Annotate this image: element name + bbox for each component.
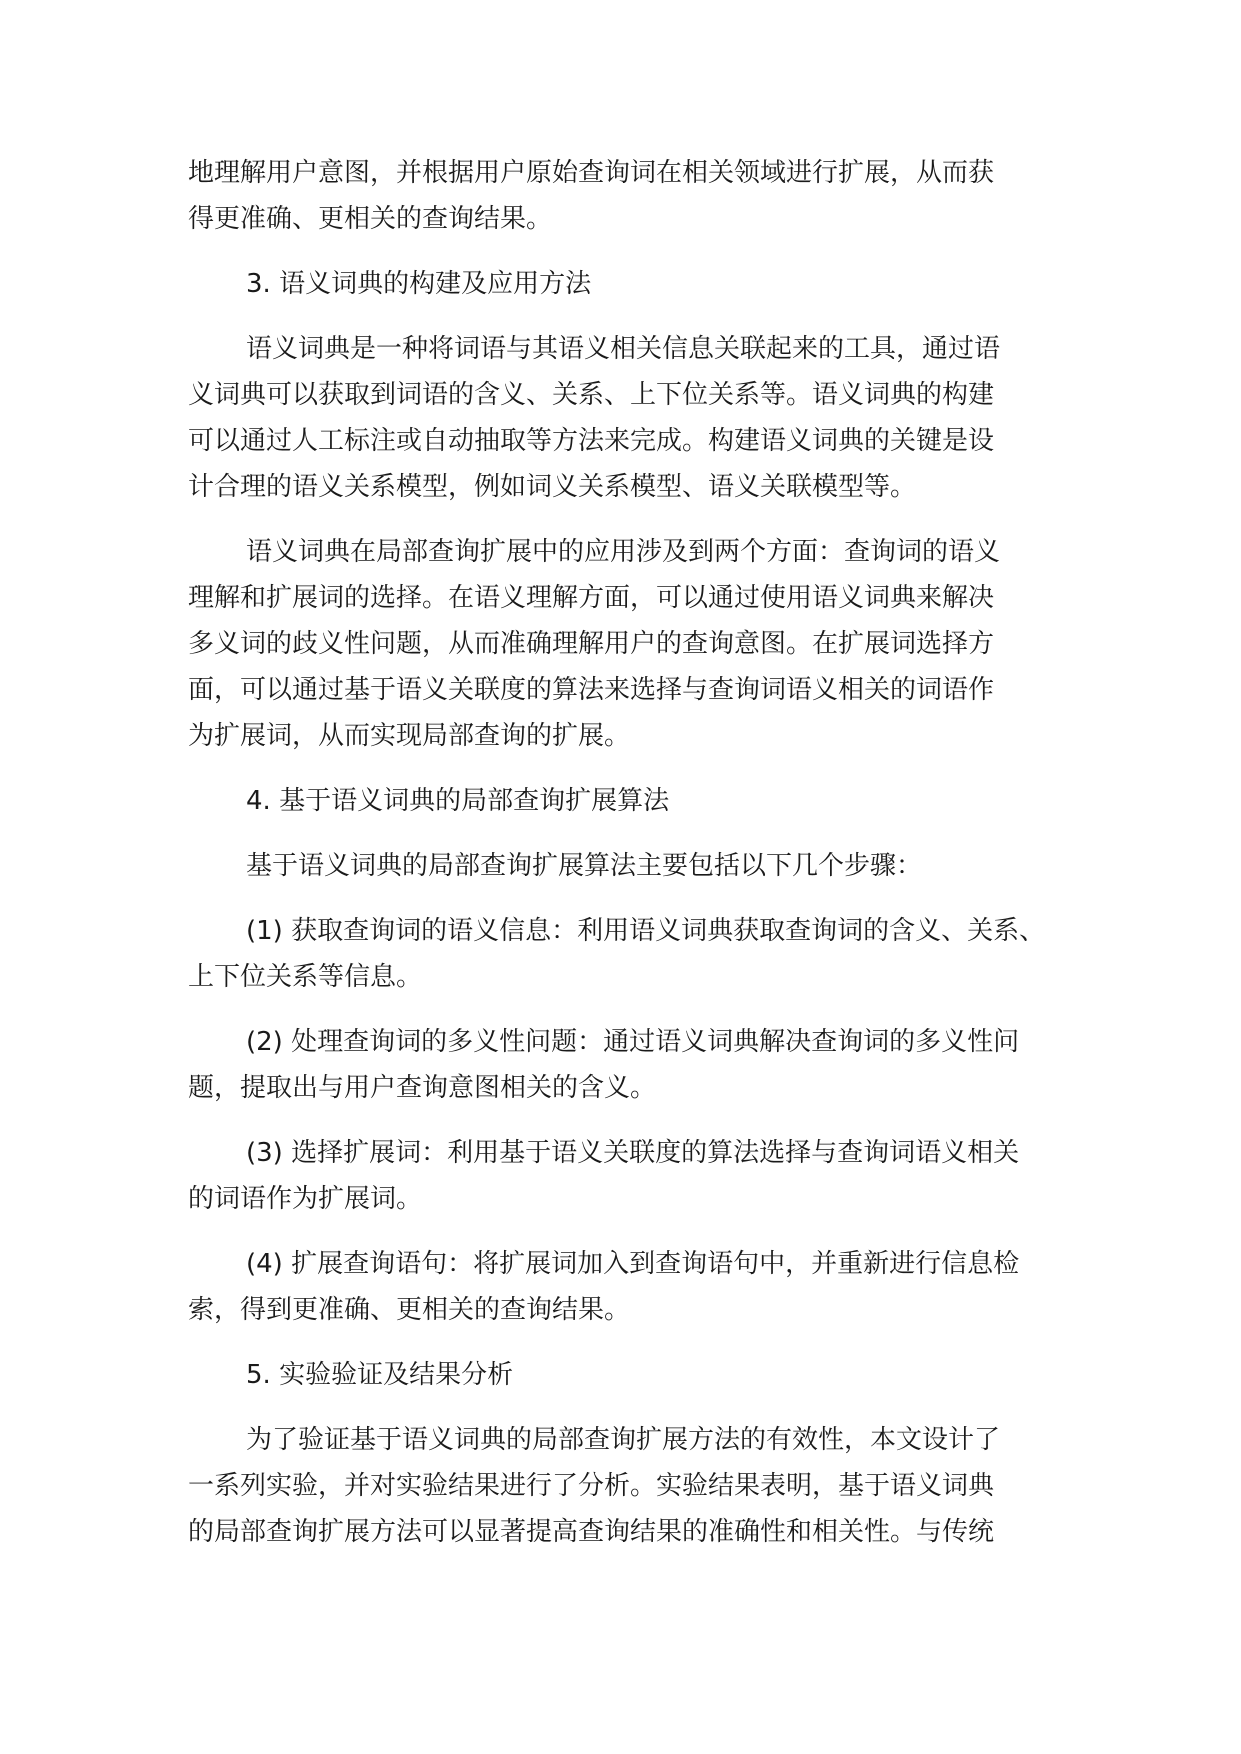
text-line: 上下位关系等信息。 — [188, 962, 423, 992]
list-item-step-4 — [188, 1241, 1068, 1333]
text-line: 得更准确、更相关的查询结果。 — [188, 204, 553, 234]
text-line: 面，可以通过基于语义关联度的算法来选择与查询词语义相关的词语作 — [188, 675, 995, 705]
text-line: (4) 扩展查询语句：将扩展词加入到查询语句中，并重新进行信息检 — [246, 1249, 1020, 1279]
text-line: 为了验证基于语义词典的局部查询扩展方法的有效性，本文设计了 — [246, 1425, 1001, 1455]
document-page — [188, 150, 1068, 1555]
paragraph — [188, 529, 1068, 759]
list-item-step-3 — [188, 1130, 1068, 1222]
paragraph-continued — [188, 150, 1068, 242]
text-line: 为扩展词，从而实现局部查询的扩展。 — [188, 721, 631, 751]
text-line: (3) 选择扩展词：利用基于语义关联度的算法选择与查询词语义相关 — [246, 1138, 1020, 1168]
paragraph — [188, 1417, 1068, 1555]
paragraph — [188, 843, 1068, 889]
section-heading-4 — [188, 778, 1068, 824]
text-line: 地理解用户意图，并根据用户原始查询词在相关领域进行扩展，从而获 — [188, 158, 995, 188]
list-item-step-2 — [188, 1019, 1068, 1111]
section-heading-5 — [188, 1352, 1068, 1398]
text-line: 语义词典是一种将词语与其语义相关信息关联起来的工具，通过语 — [246, 334, 1001, 364]
text-line: 理解和扩展词的选择。在语义理解方面，可以通过使用语义词典来解决 — [188, 583, 995, 613]
list-item-step-1 — [188, 908, 1068, 1000]
text-line: 的词语作为扩展词。 — [188, 1184, 423, 1214]
section-heading-3 — [188, 261, 1068, 307]
text-line: 的局部查询扩展方法可以显著提高查询结果的准确性和相关性。与传统 — [188, 1517, 995, 1547]
heading-text: 5. 实验验证及结果分析 — [246, 1360, 514, 1390]
paragraph — [188, 326, 1068, 510]
text-line: 基于语义词典的局部查询扩展算法主要包括以下几个步骤： — [246, 851, 923, 881]
text-line: (2) 处理查询词的多义性问题：通过语义词典解决查询词的多义性问 — [246, 1027, 1020, 1057]
text-line: 语义词典在局部查询扩展中的应用涉及到两个方面：查询词的语义 — [246, 537, 1001, 567]
heading-text: 4. 基于语义词典的局部查询扩展算法 — [246, 786, 670, 816]
text-line: 可以通过人工标注或自动抽取等方法来完成。构建语义词典的关键是设 — [188, 426, 995, 456]
text-line: 一系列实验，并对实验结果进行了分析。实验结果表明，基于语义词典 — [188, 1471, 995, 1501]
text-line: 题，提取出与用户查询意图相关的含义。 — [188, 1073, 657, 1103]
heading-text: 3. 语义词典的构建及应用方法 — [246, 269, 592, 299]
text-line: (1) 获取查询词的语义信息：利用语义词典获取查询词的含义、关系、 — [246, 916, 1046, 946]
text-line: 多义词的歧义性问题，从而准确理解用户的查询意图。在扩展词选择方 — [188, 629, 995, 659]
text-line: 索，得到更准确、更相关的查询结果。 — [188, 1295, 631, 1325]
text-line: 计合理的语义关系模型，例如词义关系模型、语义关联模型等。 — [188, 472, 917, 502]
text-line: 义词典可以获取到词语的含义、关系、上下位关系等。语义词典的构建 — [188, 380, 995, 410]
